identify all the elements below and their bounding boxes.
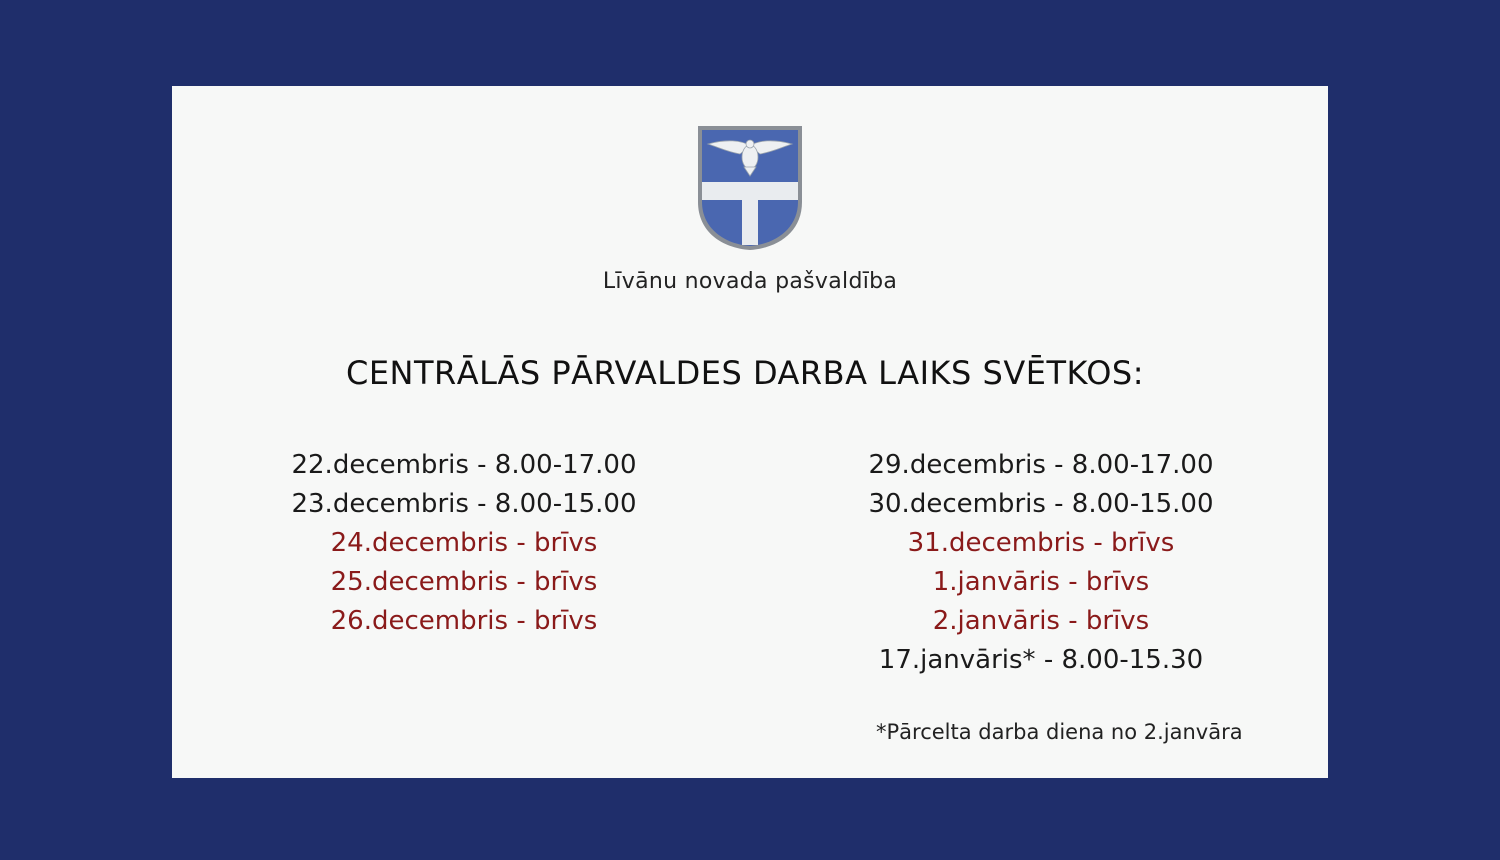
schedule-item: 31.decembris - brīvs [907,528,1175,558]
footnote: *Pārcelta darba diena no 2.janvāra [876,720,1243,744]
schedule-item: 22.decembris - 8.00-17.00 [291,450,637,480]
schedule-item: 17.janvāris* - 8.00-15.30 [878,645,1204,675]
page-title: CENTRĀLĀS PĀRVALDES DARBA LAIKS SVĒTKOS: [345,354,1144,392]
schedule-item: 25.decembris - brīvs [330,567,598,597]
schedule-column-left [234,446,694,641]
organization-name: Līvānu novada pašvaldība [602,269,898,294]
announcement-card [172,86,1328,778]
schedule-item: 2.janvāris - brīvs [932,606,1150,636]
coat-of-arms-icon [696,124,804,252]
schedule-item: 1.janvāris - brīvs [932,567,1150,597]
schedule-item: 26.decembris - brīvs [330,606,598,636]
schedule-item: 24.decembris - brīvs [330,528,598,558]
schedule-item: 30.decembris - 8.00-15.00 [868,489,1214,519]
schedule-column-right [811,446,1271,680]
schedule-item: 23.decembris - 8.00-15.00 [291,489,637,519]
schedule-item: 29.decembris - 8.00-17.00 [868,450,1214,480]
